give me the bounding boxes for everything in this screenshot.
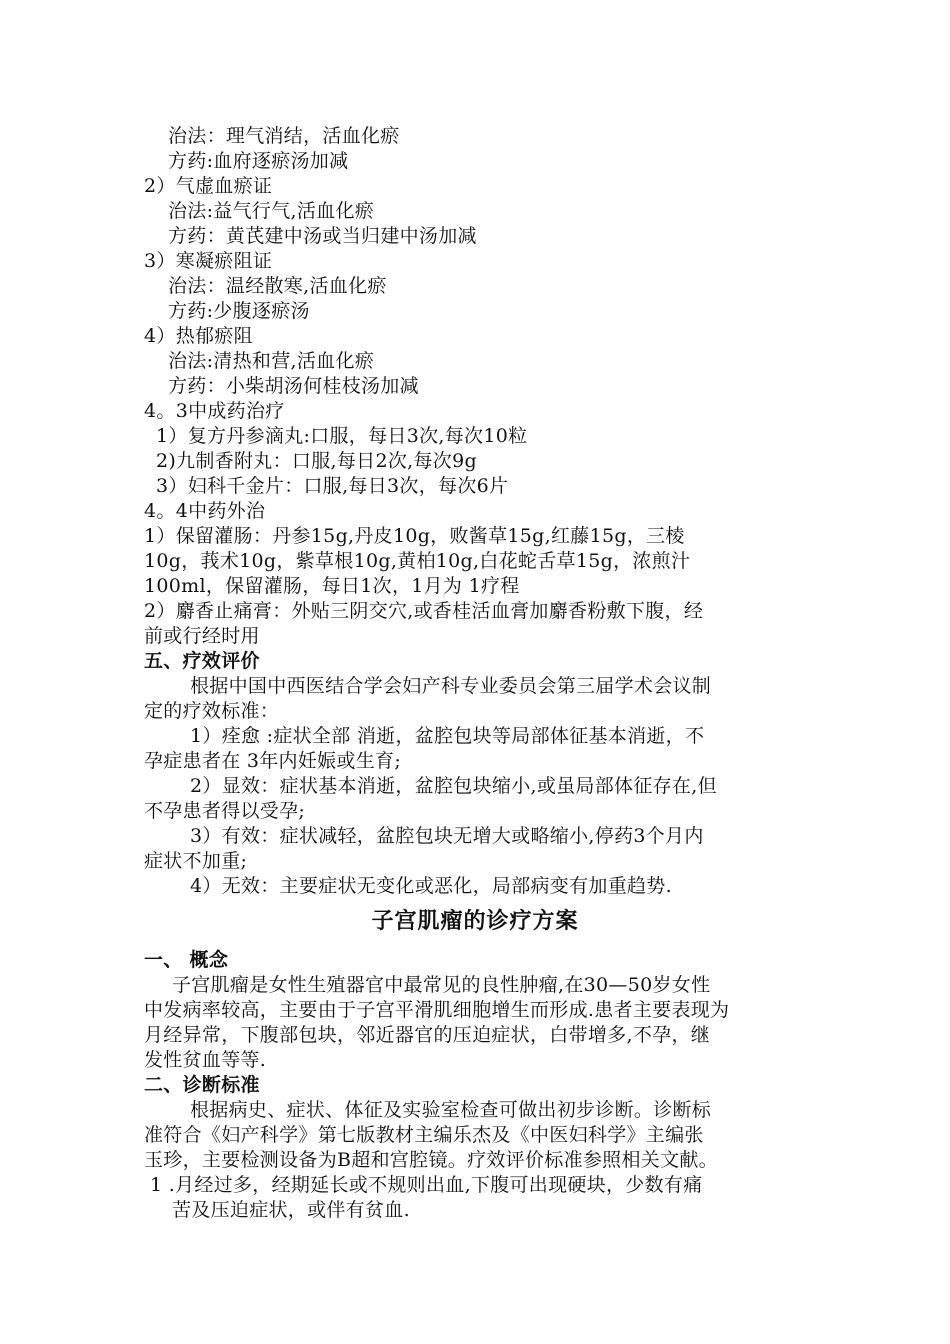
text-line: 中发病率较高，主要由于子宫平滑肌细胞增生而形成.患者主要表现为	[144, 999, 730, 1021]
text-line: 1）保留灌肠：丹参15g,丹皮10g，败酱草15g,红藤15g，三棱	[144, 525, 685, 547]
text-line: 玉珍，主要检测设备为B超和宫腔镜。疗效评价标准参照相关文献。	[144, 1149, 718, 1171]
text-line: 4。4中药外治	[144, 500, 266, 522]
text-line: 2)九制香附丸：口服,每日2次,每次9g	[156, 450, 477, 472]
text-line: 治法:益气行气,活血化瘀	[168, 200, 375, 222]
text-line: 子宫肌瘤是女性生殖器官中最常见的良性肿瘤,在30—50岁女性	[172, 974, 711, 996]
text-line: 方药：小柴胡汤何桂枝汤加减	[168, 375, 419, 397]
text-line: 方药:少腹逐瘀汤	[168, 300, 310, 322]
text-line: 3）妇科千金片：口服,每日3次，每次6片	[156, 475, 509, 497]
text-line: 孕症患者在 3年内妊娠或生育;	[144, 750, 402, 772]
text-line: 月经异常，下腹部包块，邻近器官的压迫症状，白带增多,不孕，继	[144, 1024, 711, 1046]
text-line: 100ml，保留灌肠，每日1次，1月为 1疗程	[144, 575, 520, 597]
text-line: 前或行经时用	[144, 625, 260, 647]
text-line: 2）显效：症状基本消逝，盆腔包块缩小,或虽局部体征存在,但	[190, 775, 717, 797]
text-line: 准符合《妇产科学》第七版教材主编乐杰及《中医妇科学》主编张	[144, 1124, 704, 1146]
text-line: 苦及压迫症状，或伴有贫血.	[172, 1199, 410, 1221]
section-heading: 二、诊断标准	[144, 1074, 260, 1096]
text-line: 不孕患者得以受孕;	[144, 800, 306, 822]
text-line: 根据中国中西医结合学会妇产科专业委员会第三届学术会议制	[190, 675, 712, 697]
text-line: 3）有效：症状减轻，盆腔包块无增大或略缩小,停药3个月内	[190, 825, 704, 847]
section-heading: 五、疗效评价	[144, 650, 260, 672]
text-line: 方药:血府逐瘀汤加减	[168, 150, 349, 172]
text-line: 3）寒凝瘀阻证	[144, 250, 273, 272]
text-line: 症状不加重;	[144, 850, 248, 872]
text-line: 方药：黄芪建中汤或当归建中汤加减	[168, 225, 477, 247]
section-heading: 一、 概念	[144, 949, 229, 971]
text-line: 治法：理气消结，活血化瘀	[168, 125, 400, 147]
text-line: 发性贫血等等.	[144, 1049, 267, 1071]
text-line: 根据病史、症状、体征及实验室检查可做出初步诊断。诊断标	[190, 1099, 712, 1121]
text-line: 4）无效：主要症状无变化或恶化，局部病变有加重趋势.	[190, 875, 672, 897]
document-title: 子宫肌瘤的诊疗方案	[371, 908, 579, 934]
text-line: 定的疗效标准：	[144, 700, 280, 722]
text-line: 治法:清热和营,活血化瘀	[168, 350, 375, 372]
text-line: 治法：温经散寒,活血化瘀	[168, 275, 387, 297]
text-line: 2）麝香止痛膏：外贴三阴交穴,或香桂活血膏加麝香粉敷下腹，经	[144, 600, 704, 622]
text-line: 10g，莪术10g，紫草根10g,黄柏10g,白花蛇舌草15g，浓煎汁	[144, 550, 691, 572]
text-line: 2）气虚血瘀证	[144, 175, 273, 197]
text-line: 4。3中成药治疗	[144, 400, 285, 422]
text-line: 1）痊愈 :症状全部 消逝，盆腔包块等局部体征基本消逝，不	[190, 725, 705, 747]
text-line: 1）复方丹参滴丸:口服，每日3次,每次10粒	[156, 425, 528, 447]
text-line: 1 .月经过多，经期延长或不规则出血,下腹可出现硬块，少数有痛	[150, 1174, 703, 1196]
text-line: 4）热郁瘀阻	[144, 325, 253, 347]
